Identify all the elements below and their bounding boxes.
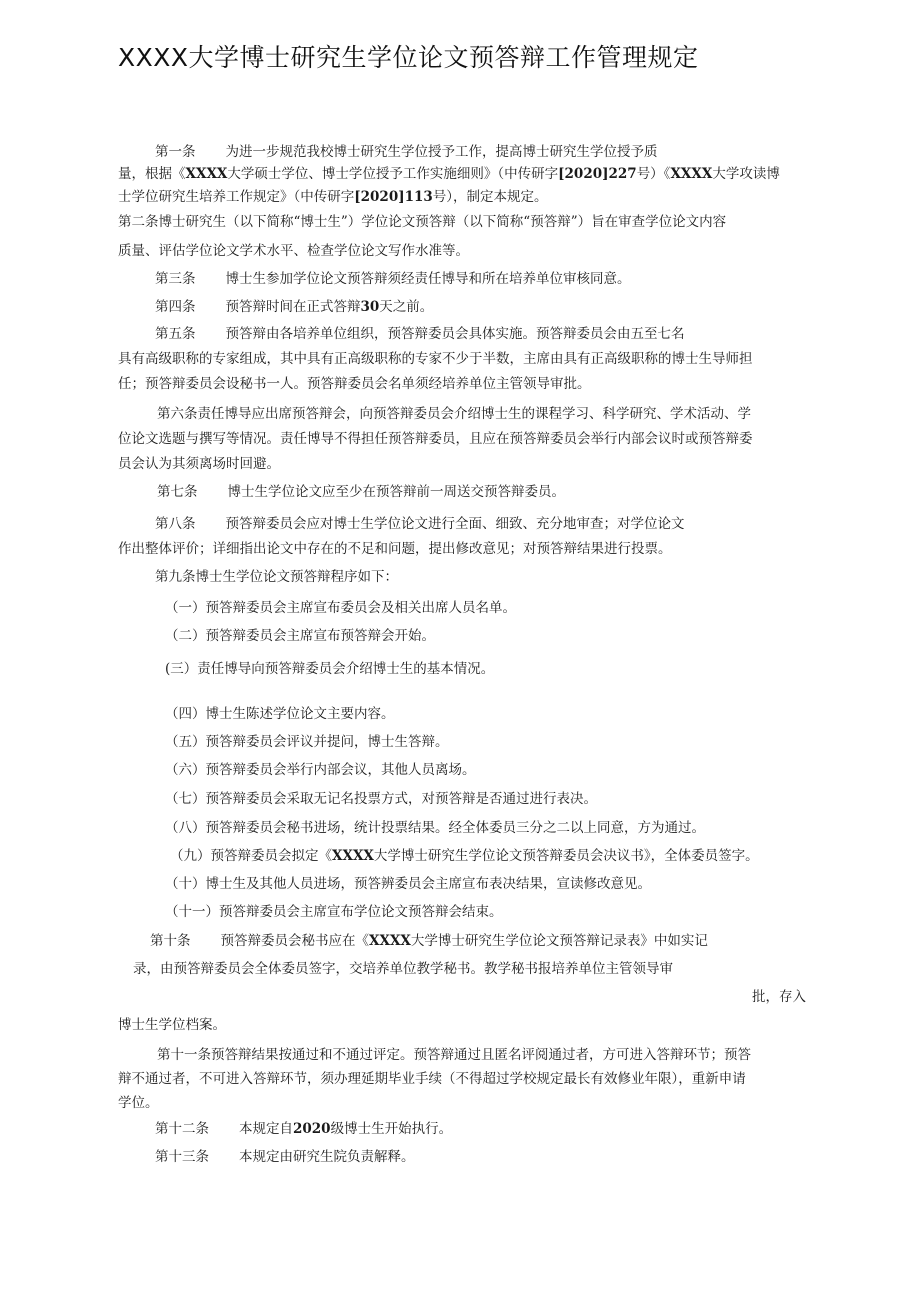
procedure-item-10: （十）博士生及其他人员进场，预答辨委员会主席宣布表决结果，宣读修改意见。 — [165, 876, 651, 892]
article-13-number: 第十三条 — [155, 1149, 209, 1165]
article-12: 第十二条 本规定自2020级博士生开始执行。 — [155, 1121, 453, 1137]
article-1-number: 第一条 — [155, 144, 196, 160]
article-11-line-3: 学位。 — [118, 1095, 159, 1111]
article-10-line-4: 博士生学位档案。 — [118, 1017, 226, 1033]
procedure-item-5: （五）预答辩委员会评议并提问，博士生答辩。 — [165, 734, 449, 750]
article-6-line-3: 员会认为其须离场时回避。 — [118, 456, 280, 472]
procedure-item-1: （一）预答辩委员会主席宣布委员会及相关出席人员名单。 — [165, 600, 516, 616]
article-4-number: 第四条 — [155, 299, 196, 315]
article-8-line-1: 第八条 预答辩委员会应对博士生学位论文进行全面、细致、充分地审查；对学位论文 — [155, 516, 685, 532]
article-5-line-3: 任；预答辩委员会设秘书一人。预答辩委员会名单须经培养单位主管领导审批。 — [118, 376, 591, 392]
procedure-item-11: （十一）预答辩委员会主席宣布学位论文预答辩会结束。 — [165, 904, 503, 920]
article-10-line-2: 录，由预答辩委员会全体委员签字，交培养单位教学秘书。教学秘书报培养单位主管领导审 — [133, 961, 673, 977]
procedure-item-7: （七）预答辩委员会采取无记名投票方式，对预答辩是否通过进行表决。 — [165, 791, 597, 807]
procedure-item-2: （二）预答辩委员会主席宣布预答辩会开始。 — [165, 628, 435, 644]
article-1-line-3: 士学位研究生培养工作规定》（中传研字[2020]113号），制定本规定。 — [118, 189, 548, 205]
article-6-line-2: 位论文选题与撰写等情况。责任博导不得担任预答辩委员，且应在预答辩委员会举行内部会议时或预答辩委 — [118, 431, 753, 447]
article-3: 第三条 博士生参加学位论文预答辩须经责任博导和所在培养单位审核同意。 — [155, 271, 631, 287]
article-5-line-1: 第五条 预答辩由各培养单位组织，预答辩委员会具体实施。预答辩委员会由五至七名 — [155, 326, 685, 342]
article-10-number: 第十条 — [150, 933, 191, 949]
article-3-number: 第三条 — [155, 271, 196, 287]
article-4: 第四条 预答辩时间在正式答辩30天之前。 — [155, 299, 434, 315]
article-1-line-2: 量，根据《XXXX大学硕士学位、博士学位授予工作实施细则》（中传研字[2020]227号）《XXXX大学攻读博 — [118, 166, 780, 182]
article-12-number: 第十二条 — [155, 1121, 209, 1137]
procedure-item-6: （六）预答辩委员会举行内部会议，其他人员离场。 — [165, 762, 476, 778]
document-title: XXXX大学博士研究生学位论文预答辩工作管理规定 — [118, 43, 699, 72]
article-5-line-2: 具有高级职称的专家组成，其中具有正高级职称的专家不少于半数，主席由具有正高级职称的博士生导师担 — [118, 351, 753, 367]
article-2-line-2: 质量、评估学位论文学术水平、检查学位论文写作水准等。 — [118, 243, 469, 259]
procedure-item-9: （九）预答辩委员会拟定《XXXX大学博士研究生学位论文预答辩委员会决议书》，全体委员签字。 — [170, 848, 759, 864]
article-8-number: 第八条 — [155, 516, 196, 532]
article-10-line-1: 第十条 预答辩委员会秘书应在《XXXX大学博士研究生学位论文预答辩记录表》中如实记 — [150, 933, 708, 949]
article-11-line-2: 辩不通过者，不可进入答辩环节，须办理延期毕业手续（不得超过学校规定最长有效修业年限），重新申请 — [118, 1071, 746, 1087]
article-7-number: 第七条 — [157, 484, 198, 500]
article-2-line-1: 第二条博士研究生（以下简称“博士生”）学位论文预答辩（以下简称“预答辩”）旨在审查学位论文内容 — [118, 214, 727, 230]
article-13: 第十三条 本规定由研究生院负责解释。 — [155, 1149, 415, 1165]
article-7: 第七条 博士生学位论文应至少在预答辩前一周送交预答辩委员。 — [157, 484, 565, 500]
article-11-line-1: 第十一条预答辩结果按通过和不通过评定。预答辩通过且匿名评阅通过者，方可进入答辩环节；预答 — [157, 1047, 751, 1063]
procedure-item-4: （四）博士生陈述学位论文主要内容。 — [165, 706, 395, 722]
procedure-item-3: (三）责任博导向预答辩委员会介绍博士生的基本情况。 — [165, 661, 495, 677]
article-9-heading: 第九条博士生学位论文预答辩程序如下： — [155, 569, 398, 585]
article-1-line-1: 第一条 为进一步规范我校博士研究生学位授予工作，提高博士研究生学位授予质 — [155, 144, 658, 160]
article-8-line-2: 作出整体评价；详细指出论文中存在的不足和问题，提出修改意见；对预答辩结果进行投票。 — [118, 541, 672, 557]
article-5-number: 第五条 — [155, 326, 196, 342]
article-6-line-1: 第六条责任博导应出席预答辩会，向预答辩委员会介绍博士生的课程学习、科学研究、学术活动、学 — [157, 406, 751, 422]
article-10-line-3: 批，存入 — [752, 989, 806, 1005]
procedure-item-8: （八）预答辩委员会秘书进场，统计投票结果。经全体委员三分之二以上同意，方为通过。 — [165, 820, 705, 836]
